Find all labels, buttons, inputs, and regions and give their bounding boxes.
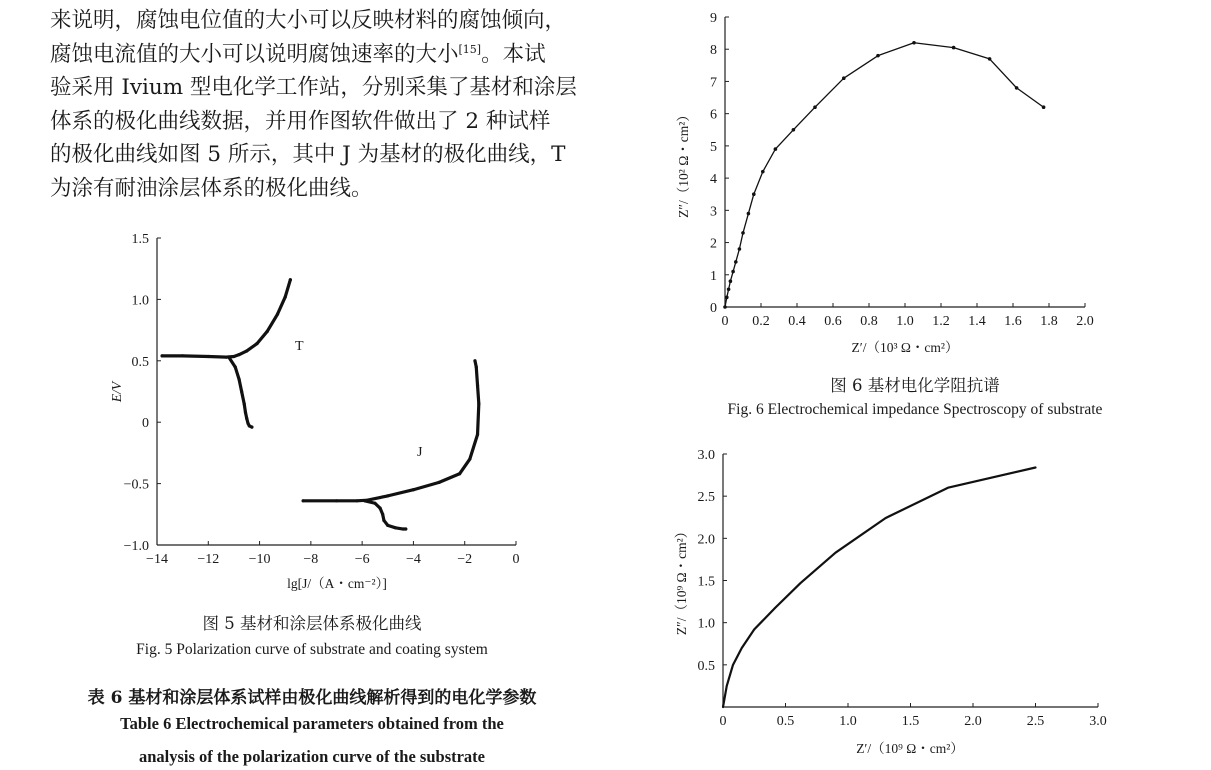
fig7-y-tick-label: 2.5 xyxy=(697,490,715,506)
fig5-x-tick-label: −6 xyxy=(354,552,370,567)
fig7-ticks xyxy=(698,448,1107,729)
fig6-y-tick-label: 6 xyxy=(710,107,717,123)
fig5-annotation-t: T xyxy=(295,339,304,354)
fig6-xlabel: Z′/（10³ Ω・cm²） xyxy=(851,340,959,355)
fig6-x-tick-label: 1.6 xyxy=(1004,314,1022,329)
fig7-x-tick-label: 2.5 xyxy=(1026,714,1045,729)
fig6-y-tick-label: 1 xyxy=(710,268,717,284)
fig7-y-tick-label: 3.0 xyxy=(697,448,715,463)
fig7-x-tick-label: 1.0 xyxy=(839,714,857,729)
fig5-y-tick-label: −0.5 xyxy=(123,477,149,493)
fig6-x-tick-label: 1.8 xyxy=(1040,314,1058,329)
fig5-y-tick-label: 0 xyxy=(142,416,149,432)
paragraph-line-tail: 。本试 xyxy=(481,41,546,67)
fig6-x-tick-label: 0 xyxy=(721,314,729,329)
fig5-x-tick-label: −10 xyxy=(248,552,271,567)
fig5-x-tick-label: −12 xyxy=(197,552,220,567)
fig6-caption-cn: 图 6 基材电化学阻抗谱 xyxy=(830,376,1000,395)
fig7-y-tick-label: 0.5 xyxy=(697,658,715,674)
paragraph-line: 为涂有耐油涂层体系的极化曲线。 xyxy=(50,175,373,201)
fig6-y-tick-label: 5 xyxy=(710,139,717,155)
fig6-x-tick-label: 1.0 xyxy=(896,314,914,329)
fig6-y-tick-label: 3 xyxy=(710,204,717,220)
fig5-y-tick-label: −1.0 xyxy=(123,539,149,554)
fig7-xlabel: Z′/（10⁹ Ω・cm²） xyxy=(856,741,964,756)
fig7-x-tick-label: 3.0 xyxy=(1089,714,1107,729)
fig6-y-tick-label: 2 xyxy=(710,236,717,252)
fig5-x-tick-label: 0 xyxy=(512,552,520,567)
table6-title-en-2: analysis of the polarization curve of the substrate xyxy=(138,747,486,766)
fig6-y-tick-label: 9 xyxy=(710,11,717,26)
fig6-caption-en: Fig. 6 Electrochemical impedance Spectroscopy of substrate xyxy=(727,401,1103,418)
fig5-xlabel: lg[J/（A・cm⁻²）] xyxy=(287,576,387,591)
paragraph-line: 体系的极化曲线数据，并用作图软件做出了 2 种试样 xyxy=(50,108,551,134)
fig7-series-line-0 xyxy=(723,467,1036,707)
fig7-series xyxy=(723,467,1036,707)
fig6-ylabel: Z″/（10² Ω・cm²） xyxy=(676,108,691,218)
fig6-x-tick-label: 1.2 xyxy=(932,314,950,329)
fig7-y-tick-label: 1.0 xyxy=(697,616,715,632)
fig6-y-tick-label: 0 xyxy=(710,301,717,316)
fig5-caption-en: Fig. 5 Polarization curve of substrate and coating system xyxy=(136,641,488,658)
fig6-x-tick-label: 0.2 xyxy=(752,314,770,329)
fig7-x-tick-label: 0.5 xyxy=(776,714,795,729)
fig7-y-tick-label: 2.0 xyxy=(697,532,715,548)
fig5-y-tick-label: 0.5 xyxy=(131,354,149,370)
fig6-y-tick-label: 4 xyxy=(710,172,717,188)
paragraph-line: 验采用 Ivium 型电化学工作站，分别采集了基材和涂层 xyxy=(50,75,577,100)
paragraph-line-text: 腐蚀电流值的大小可以说明腐蚀速率的大小 xyxy=(50,41,459,67)
fig7-x-tick-label: 0 xyxy=(719,714,727,729)
paragraph-line: 的极化曲线如图 5 所示，其中 J 为基材的极化曲线，T xyxy=(50,142,566,167)
table6-title-en-1: Table 6 Electrochemical parameters obtained from the xyxy=(120,714,504,733)
table6-title-cn: 表 6 基材和涂层体系试样由极化曲线解析得到的电化学参数 xyxy=(87,688,537,708)
fig6-x-tick-label: 0.6 xyxy=(824,314,842,329)
fig7-x-tick-label: 1.5 xyxy=(901,714,920,729)
fig7-axes xyxy=(723,454,1098,707)
fig7-ylabel: Z″/（10⁹ Ω・cm²） xyxy=(674,524,689,636)
fig5-x-tick-label: −14 xyxy=(146,552,168,567)
fig5-caption-cn: 图 5 基材和涂层体系极化曲线 xyxy=(202,614,422,633)
fig7-x-tick-label: 2.0 xyxy=(964,714,982,729)
fig5-y-tick-label: 1.0 xyxy=(131,293,149,309)
fig6-x-tick-label: 2.0 xyxy=(1076,314,1094,329)
fig6-y-tick-label: 8 xyxy=(710,43,717,59)
fig6-y-tick-label: 7 xyxy=(710,75,717,91)
fig5-x-tick-label: −2 xyxy=(457,552,473,567)
fig5-ylabel: E/V xyxy=(109,381,124,403)
fig6-x-tick-label: 1.4 xyxy=(968,314,986,329)
fig5-y-tick-label: 1.5 xyxy=(131,232,149,247)
fig5-x-tick-label: −4 xyxy=(405,552,421,567)
fig5-annotation-j: J xyxy=(417,445,423,460)
paragraph-line: 来说明，腐蚀电位值的大小可以反映材料的腐蚀倾向， xyxy=(50,8,567,33)
fig6-x-tick-label: 0.4 xyxy=(788,314,806,329)
fig7-y-tick-label: 1.5 xyxy=(697,574,715,590)
citation-ref: [15] xyxy=(458,42,482,56)
fig5-x-tick-label: −8 xyxy=(303,552,319,567)
fig6-x-tick-label: 0.8 xyxy=(860,314,878,329)
